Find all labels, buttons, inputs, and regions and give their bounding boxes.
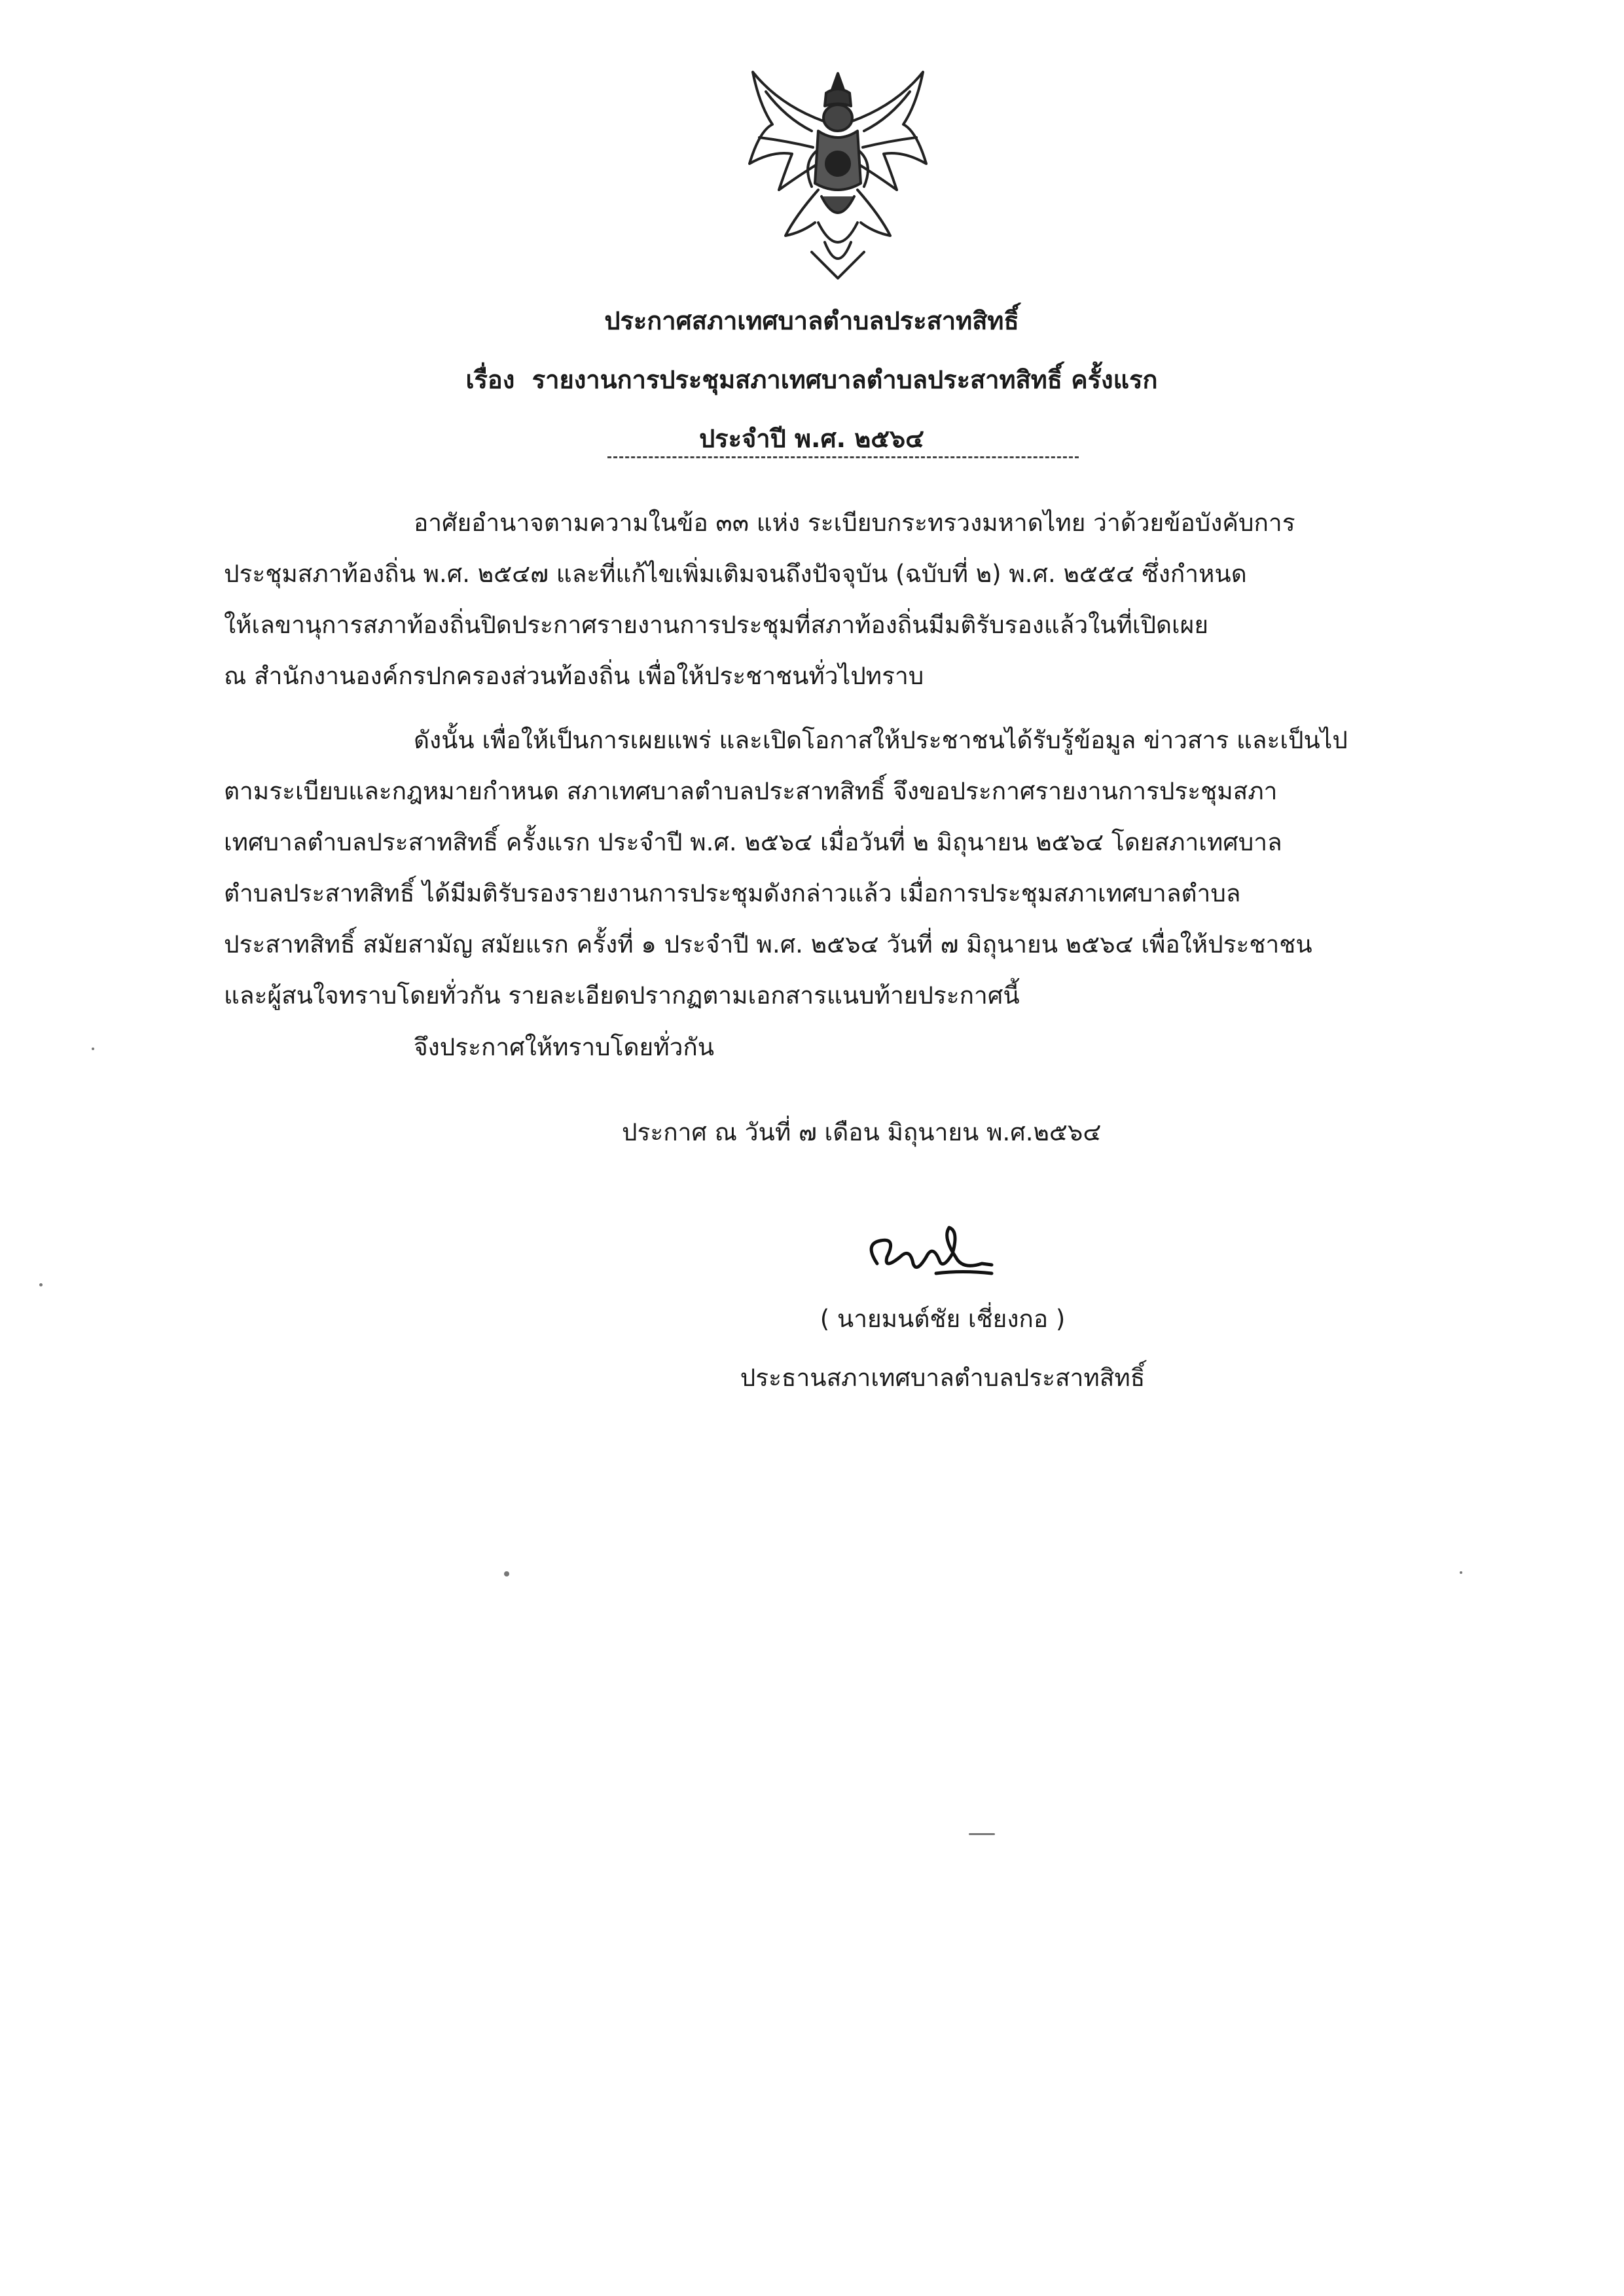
closing-statement: จึงประกาศให้ทราบโดยทั่วกัน xyxy=(414,1033,715,1061)
paragraph-1 xyxy=(224,498,1468,702)
paragraph-line: ตำบลประสาทสิทธิ์ ได้มีมติรับรองรายงานการประชุมดังกล่าวแล้ว เมื่อการประชุมสภาเทศบาลตำบล xyxy=(224,879,1241,907)
subject-text: รายงานการประชุมสภาเทศบาลตำบลประสาทสิทธิ์ ครั้งแรก xyxy=(532,365,1158,394)
paragraph-line: และผู้สนใจทราบโดยทั่วกัน รายละเอียดปรากฏตามเอกสารแนบท้ายประกาศนี้ xyxy=(224,981,1020,1010)
paragraph-line: ดังนั้น เพื่อให้เป็นการเผยแพร่ และเปิดโอกาสให้ประชาชนได้รับรู้ข้อมูล ข่าวสาร และเป็นไป xyxy=(414,726,1348,754)
paragraph-line: ประสาทสิทธิ์ สมัยสามัญ สมัยแรก ครั้งที่ ๑ ประจำปี พ.ศ. ๒๕๖๔ วันที่ ๗ มิถุนายน ๒๕๖๔ เพื่อให้ประชาชน xyxy=(224,930,1312,958)
paragraph-2 xyxy=(224,715,1468,1021)
scan-speck xyxy=(92,1048,94,1050)
announcement-body xyxy=(224,498,1468,1034)
announcement-date: ประกาศ ณ วันที่ ๗ เดือน มิถุนายน พ.ศ.๒๕๖๔ xyxy=(622,1118,1102,1146)
paragraph-line: ตามระเบียบและกฎหมายกำหนด สภาเทศบาลตำบลประสาทสิทธิ์ จึงขอประกาศรายงานการประชุมสภา xyxy=(224,777,1278,805)
subject-label: เรื่อง xyxy=(465,365,515,394)
signer-name: ( นายมนต์ชัย เชี่ยงกอ ) xyxy=(820,1305,1066,1333)
header-divider xyxy=(607,456,1079,458)
paragraph-line: เทศบาลตำบลประสาทสิทธิ์ ครั้งแรก ประจำปี พ.ศ. ๒๕๖๔ เมื่อวันที่ ๒ มิถุนายน ๒๕๖๔ โดยสภาเทศบาล xyxy=(224,828,1282,856)
scan-speck xyxy=(969,1833,995,1835)
scan-speck xyxy=(39,1283,43,1286)
scan-speck xyxy=(504,1571,509,1576)
garuda-emblem-icon xyxy=(740,65,936,282)
announcement-header xyxy=(196,291,1427,468)
scan-speck xyxy=(1460,1571,1462,1574)
signer-title: ประธานสภาเทศบาลตำบลประสาทสิทธิ์ xyxy=(740,1364,1146,1392)
announcement-year: ประจำปี พ.ศ. ๒๕๖๔ xyxy=(699,424,924,453)
paragraph-line: ให้เลขานุการสภาท้องถิ่นปิดประกาศรายงานการประชุมที่สภาท้องถิ่นมีมติรับรองแล้วในที่เปิดเผย xyxy=(224,611,1209,639)
announcement-title: ประกาศสภาเทศบาลตำบลประสาทสิทธิ์ xyxy=(604,306,1019,335)
paragraph-line: ณ สำนักงานองค์กรปกครองส่วนท้องถิ่น เพื่อให้ประชาชนทั่วไปทราบ xyxy=(224,662,924,690)
handwritten-signature-icon xyxy=(851,1218,1008,1290)
paragraph-line: ประชุมสภาท้องถิ่น พ.ศ. ๒๕๔๗ และที่แก้ไขเพิ่มเติมจนถึงปัจจุบัน (ฉบับที่ ๒) พ.ศ. ๒๕๕๔ ซึ่งกำหนด xyxy=(224,560,1247,588)
paragraph-line: อาศัยอำนาจตามความในข้อ ๓๓ แห่ง ระเบียบกระทรวงมหาดไทย ว่าด้วยข้อบังคับการ xyxy=(414,509,1295,537)
announcement-subject-line xyxy=(196,350,1427,409)
